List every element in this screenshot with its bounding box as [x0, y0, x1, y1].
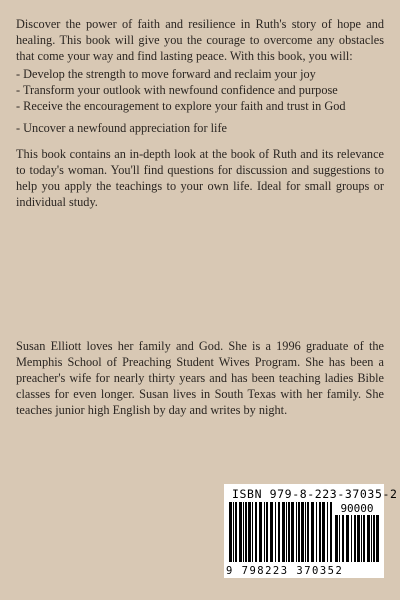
barcode-bar: [373, 514, 375, 562]
barcode-bar: [298, 502, 300, 562]
barcode-bar: [371, 514, 372, 562]
barcode-bar: [311, 502, 314, 562]
blurb-details: This book contains an in-depth look at the book of Ruth and its relevance to today's woman. You'll find questions for discussion and suggestions to help you apply the teachings to your own life. Ideal for small groups or individual study.: [16, 147, 384, 209]
barcode-bar: [296, 502, 297, 562]
addon-barcode: [334, 502, 380, 564]
barcode-bar: [278, 502, 280, 562]
barcode-bar: [346, 514, 349, 562]
barcode-bar: [264, 502, 265, 562]
blurb: [16, 16, 384, 210]
barcode-bar: [327, 502, 328, 562]
barcode-bar: [243, 502, 244, 562]
barcode-bar: [339, 514, 340, 562]
blurb-intro: Discover the power of faith and resilience in Ruth's story of hope and healing. This book will give you the courage to overcome any obstacles that come your way and find lasting peace. With this book, you will:: [16, 17, 384, 63]
benefit-item: - Transform your outlook with newfound confidence and purpose: [16, 83, 338, 97]
barcode-bar: [259, 502, 262, 562]
barcode-bar: [245, 502, 247, 562]
barcode-bar: [291, 502, 294, 562]
barcode-bar: [275, 502, 276, 562]
barcode-bar: [322, 502, 325, 562]
barcode-bar: [282, 502, 285, 562]
barcode-bar: [363, 514, 365, 562]
barcode-bar: [319, 502, 321, 562]
benefit-item: - Develop the strength to move forward and reclaim your joy: [16, 67, 316, 81]
barcode-bar: [354, 514, 356, 562]
barcode-bar: [286, 502, 287, 562]
barcode-bar: [357, 514, 360, 562]
barcode-bar: [288, 502, 290, 562]
barcode-bar: [229, 502, 232, 562]
isbn-label: ISBN 979-8-223-37035-2: [232, 487, 398, 501]
barcode-bar: [330, 502, 332, 562]
barcode-bar: [351, 514, 352, 562]
barcode-bar: [307, 502, 309, 562]
addon-digits: 90000: [334, 502, 380, 515]
benefit-item: - Uncover a newfound appreciation for life: [16, 121, 228, 135]
barcode-bar: [316, 502, 317, 562]
barcode-bar: [342, 514, 344, 562]
barcode-bar: [367, 514, 370, 562]
ean-digits: 9 798223 370352: [226, 565, 344, 577]
barcode-bar: [361, 514, 362, 562]
barcode-bar: [239, 502, 242, 562]
barcode-bar: [255, 502, 257, 562]
barcode-bar: [335, 514, 338, 562]
isbn-barcode: [224, 484, 398, 578]
barcode-bar: [301, 502, 304, 562]
barcode-bar: [266, 502, 268, 562]
benefit-item: - Receive the encouragement to explore your faith and trust in God: [16, 99, 346, 113]
barcode-bar: [235, 502, 237, 562]
author-bio: Susan Elliott loves her family and God. She is a 1996 graduate of the Memphis School of Preaching Student Wives Program. She has been a preacher's wife for nearly thirty years and has been teaching ladies Bible classes for even longer. Susan lives in South Texas with her family. She teaches junior high English by day and writes by night.: [16, 339, 384, 417]
barcode-bar: [252, 502, 253, 562]
barcode-bar: [376, 514, 379, 562]
barcode-bar: [270, 502, 273, 562]
barcode-bar: [305, 502, 306, 562]
barcode-bar: [248, 502, 251, 562]
benefit-list: [16, 66, 384, 136]
barcode-bar: [233, 502, 234, 562]
